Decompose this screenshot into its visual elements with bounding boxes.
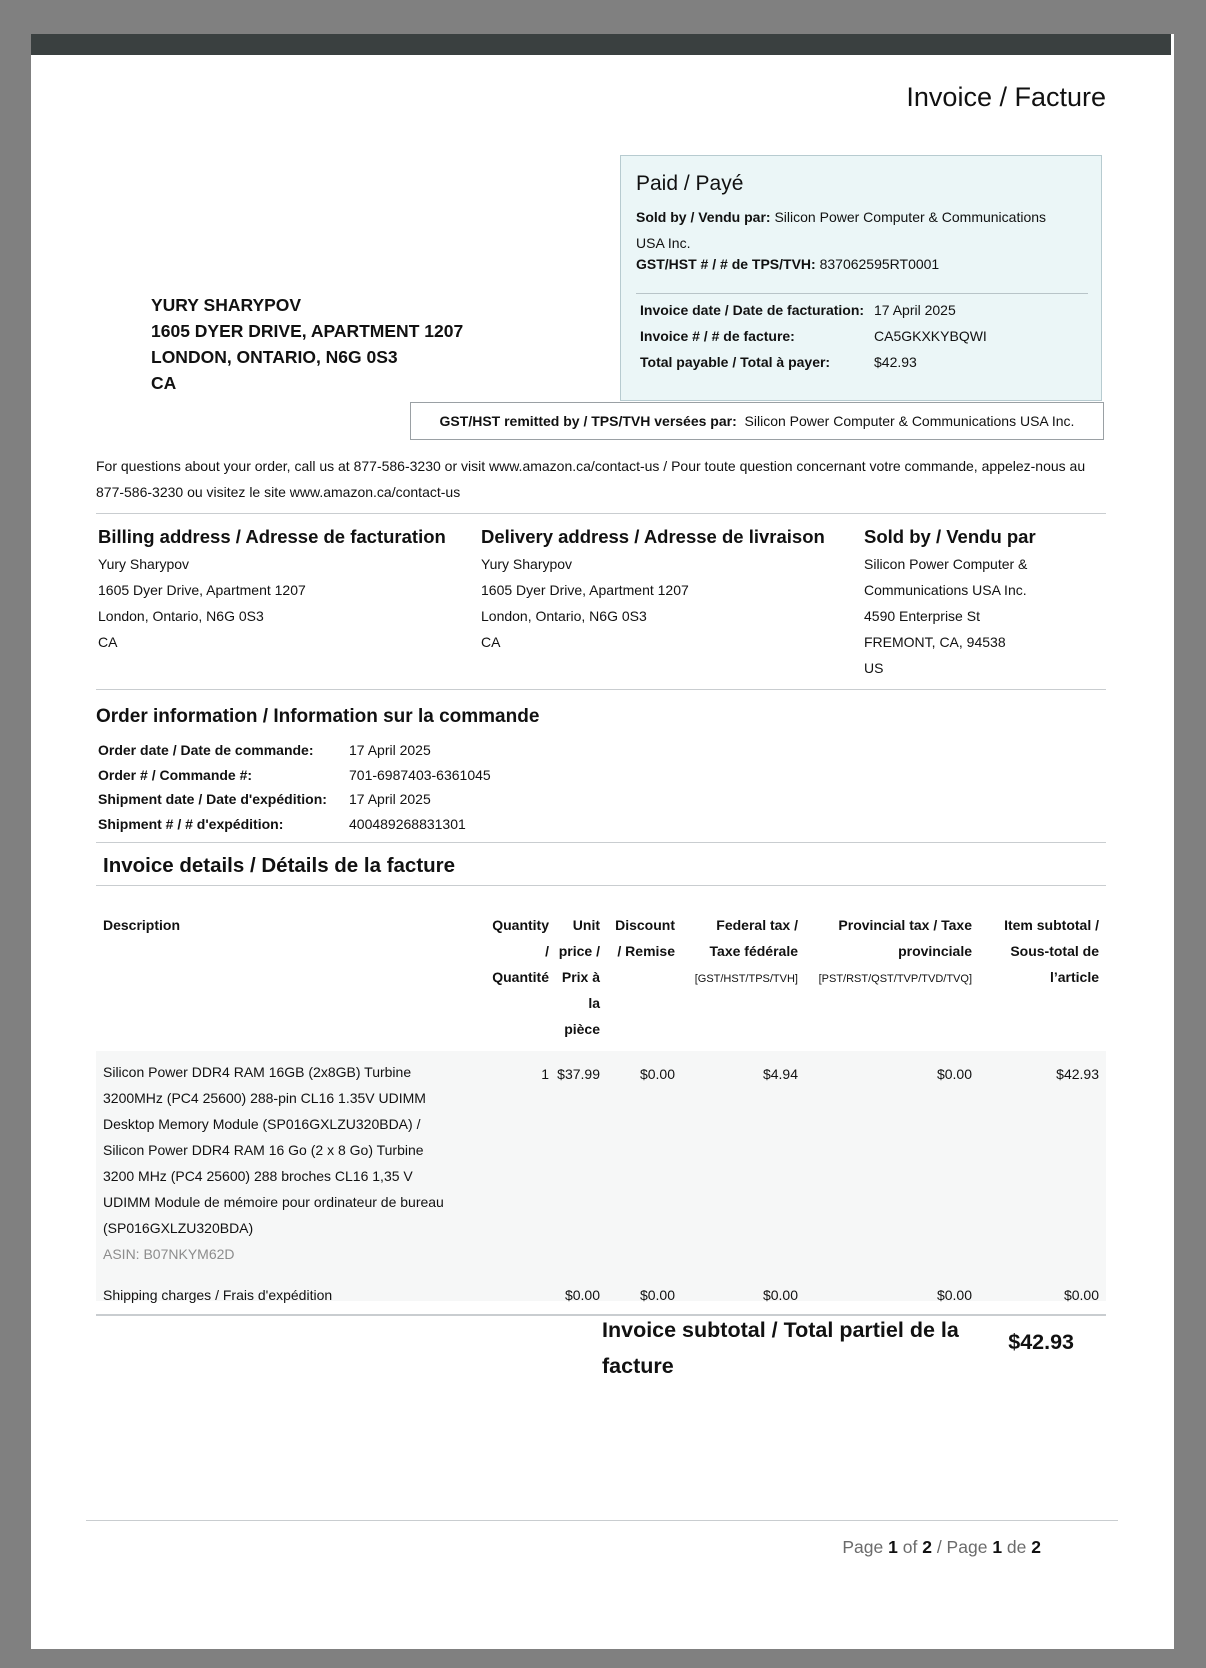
- col-item-subtotal: [1004, 912, 1099, 990]
- item-discount: $0.00: [639, 1066, 675, 1082]
- col-subtotal-line: Sous-total de: [1010, 943, 1099, 959]
- col-provincial-code: [PST/RST/QST/TVP/TVD/TVQ]: [818, 973, 972, 985]
- shipping-discount: $0.00: [639, 1287, 675, 1303]
- item-description-text: Silicon Power DDR4 RAM 16GB (2x8GB) Turbine 3200MHz (PC4 25600) 288-pin CL16 1.35V UDIMM Desktop Memory Module (SP016GXLZU320BDA) / Silicon Power DDR4 RAM 16 Go (2 x 8 Go) Turbine 3200 MHz (PC4 25600) 288 broches CL16 1,35 V UDIMM Module de mémoire pour ordinateur de bureau (SP016GXLZU320BDA): [103, 1064, 444, 1236]
- item-unit-price: $37.99: [557, 1066, 600, 1082]
- delivery-address: [481, 551, 689, 655]
- shipment-number-value: 400489268831301: [349, 816, 466, 832]
- footer-divider: [86, 1520, 1118, 1521]
- divider: [96, 885, 1106, 886]
- billing-line: 1605 Dyer Drive, Apartment 1207: [98, 582, 306, 598]
- shipping-unit-price: $0.00: [564, 1287, 600, 1303]
- delivery-line: Yury Sharypov: [481, 556, 573, 572]
- divider: [96, 513, 1106, 514]
- payment-summary-box: [620, 155, 1102, 401]
- delivery-line: London, Ontario, N6G 0S3: [481, 608, 647, 624]
- pager-total-fr: 2: [1031, 1537, 1041, 1557]
- paid-box-divider: [636, 293, 1088, 294]
- pager-of: of: [902, 1537, 918, 1557]
- shipment-date-value: 17 April 2025: [349, 791, 431, 807]
- customer-name: YURY SHARYPOV: [151, 295, 302, 315]
- col-subtotal-line: l’article: [1049, 969, 1099, 985]
- sold-by-value: Silicon Power Computer & Communications USA Inc.: [636, 209, 1047, 251]
- remitted-value: Silicon Power Computer & Communications USA Inc.: [744, 413, 1075, 429]
- delivery-heading: Delivery address / Adresse de livraison: [481, 526, 825, 547]
- contact-note: For questions about your order, call us at 877-586-3230 or visit www.amazon.ca/contact-us / Pour toute question concernant votre commande, appelez-nous au 877-586-3230 ou visitez le site www.amazon.ca/contact-us: [96, 458, 1086, 500]
- shipping-federal-tax: $0.00: [762, 1287, 798, 1303]
- delivery-line: 1605 Dyer Drive, Apartment 1207: [481, 582, 689, 598]
- pager-sep: / Page: [936, 1537, 988, 1557]
- billing-line: CA: [98, 634, 118, 650]
- col-unit-price-line: price /: [558, 943, 600, 959]
- order-number-label: Order # / Commande #:: [98, 767, 253, 783]
- invoice-details-heading: Invoice details / Détails de la facture: [103, 854, 456, 877]
- shipping-subtotal: $0.00: [1063, 1287, 1099, 1303]
- seller-line: 4590 Enterprise St: [864, 608, 980, 624]
- customer-country: CA: [151, 373, 177, 393]
- col-federal-line: Taxe fédérale: [709, 943, 798, 959]
- gst-label: GST/HST # / # de TPS/TVH:: [636, 256, 816, 272]
- sold-by-line: [636, 204, 1076, 256]
- col-unit-price-line: pièce: [564, 1021, 600, 1037]
- pager-current-fr: 1: [992, 1537, 1003, 1557]
- billing-line: London, Ontario, N6G 0S3: [98, 608, 264, 624]
- col-unit-price-line: Prix à: [561, 969, 600, 985]
- invoice-date-label: Invoice date / Date de facturation:: [640, 302, 865, 318]
- remitted-label: GST/HST remitted by / TPS/TVH versées par:: [439, 413, 737, 429]
- pager-word: Page: [842, 1537, 884, 1557]
- order-number-value: 701-6987403-6361045: [349, 767, 491, 783]
- seller-address: [864, 551, 1027, 681]
- col-description: Description: [103, 917, 181, 933]
- divider: [96, 689, 1106, 690]
- payment-status: Paid / Payé: [636, 172, 744, 195]
- item-description: [103, 1059, 453, 1267]
- shipment-date-label: Shipment date / Date d'expédition:: [98, 791, 327, 807]
- col-discount-line: / Remise: [617, 943, 675, 959]
- col-discount-line: Discount: [615, 917, 675, 933]
- invoice-title: Invoice / Facture: [906, 82, 1106, 112]
- col-federal-code: [GST/HST/TPS/TVH]: [694, 973, 798, 985]
- invoice-number-value: CA5GKXKYBQWI: [874, 328, 987, 344]
- col-subtotal-line: Item subtotal /: [1004, 917, 1099, 933]
- sold-by-label: Sold by / Vendu par:: [636, 209, 771, 225]
- seller-line: Silicon Power Computer &: [864, 556, 1028, 572]
- seller-line: Communications USA Inc.: [864, 582, 1027, 598]
- item-provincial-tax: $0.00: [936, 1066, 972, 1082]
- delivery-line: CA: [481, 634, 501, 650]
- order-date-label: Order date / Date de commande:: [98, 742, 314, 758]
- invoice-page: [31, 34, 1174, 1649]
- customer-city: LONDON, ONTARIO, N6G 0S3: [151, 347, 398, 367]
- col-quantity-line: Quantité: [492, 969, 549, 985]
- gst-line: [636, 256, 939, 272]
- shipment-number-label: Shipment # / # d'expédition:: [98, 816, 284, 832]
- shipping-provincial-tax: $0.00: [936, 1287, 972, 1303]
- shipping-description: Shipping charges / Frais d'expédition: [103, 1287, 333, 1303]
- seller-line: US: [864, 660, 884, 676]
- col-unit-price: [559, 912, 600, 1042]
- total-payable-value: $42.93: [874, 354, 917, 370]
- billing-line: Yury Sharypov: [98, 556, 190, 572]
- col-provincial-tax: [819, 912, 972, 992]
- seller-heading: Sold by / Vendu par: [864, 526, 1036, 547]
- item-subtotal: $42.93: [1056, 1066, 1099, 1082]
- col-federal-tax: [695, 912, 798, 992]
- order-info-heading: Order information / Information sur la commande: [96, 706, 540, 727]
- col-discount: [615, 912, 675, 964]
- invoice-subtotal-label: Invoice subtotal / Total partiel de la facture: [602, 1318, 959, 1378]
- page-indicator: [842, 1537, 1041, 1558]
- gst-remitted-box: [410, 402, 1104, 440]
- divider: [96, 842, 1106, 843]
- item-federal-tax: $4.94: [762, 1066, 798, 1082]
- col-provincial-line: provinciale: [898, 943, 972, 959]
- gst-value: 837062595RT0001: [819, 256, 940, 272]
- customer-address: [151, 292, 463, 396]
- col-unit-price-line: Unit: [572, 917, 600, 933]
- col-quantity-line: /: [545, 943, 549, 959]
- invoice-subtotal-value: $42.93: [1008, 1330, 1074, 1354]
- customer-street: 1605 DYER DRIVE, APARTMENT 1207: [151, 321, 464, 341]
- col-provincial-line: Provincial tax / Taxe: [838, 917, 972, 933]
- order-date-value: 17 April 2025: [349, 742, 431, 758]
- col-quantity: [492, 912, 549, 990]
- invoice-number-label: Invoice # / # de facture:: [640, 328, 795, 344]
- item-quantity: 1: [541, 1066, 549, 1082]
- top-bar: [31, 34, 1171, 55]
- pager-de: de: [1006, 1537, 1027, 1557]
- billing-heading: Billing address / Adresse de facturation: [98, 526, 446, 547]
- col-federal-line: Federal tax /: [716, 917, 798, 933]
- total-payable-label: Total payable / Total à payer:: [640, 354, 831, 370]
- item-asin: ASIN: B07NKYM62D: [103, 1246, 235, 1262]
- col-quantity-line: Quantity: [492, 917, 549, 933]
- pager-current: 1: [888, 1537, 898, 1557]
- invoice-date-value: 17 April 2025: [874, 302, 956, 318]
- billing-address: [98, 551, 306, 655]
- seller-line: FREMONT, CA, 94538: [864, 634, 1006, 650]
- col-unit-price-line: la: [588, 995, 600, 1011]
- pager-total: 2: [922, 1537, 932, 1557]
